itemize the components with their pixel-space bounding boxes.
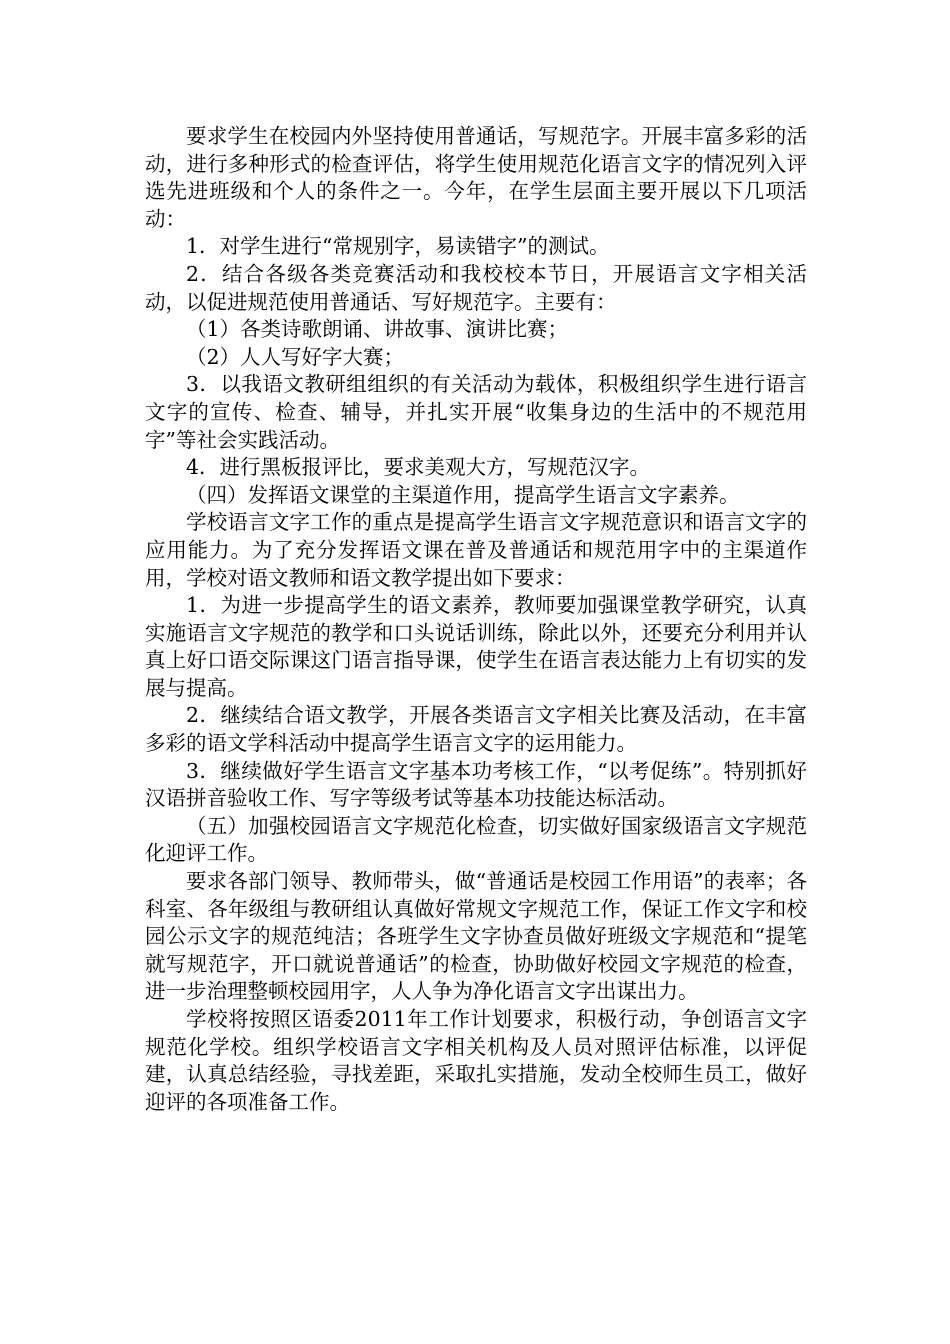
list-item: 2．结合各级各类竞赛活动和我校校本节日，开展语言文字相关活动，以促进规范使用普通话、写好规范字。主要有： [145,261,807,314]
list-item: 2．继续结合语文教学，开展各类语言文字相关比赛及活动，在丰富多彩的语文学科活动中提高学生语言文字的运用能力。 [145,703,807,756]
list-item: 4．进行黑板报评比，要求美观大方，写规范汉字。 [186,455,651,480]
sub-list-item: （2）人人写好字大赛； [186,344,405,369]
list-item: 3．继续做好学生语言文字基本功考核工作，“以考促练”。特别抓好汉语拼音验收工作、写字等级考试等基本功技能达标活动。 [145,758,807,811]
document-body [145,123,807,1116]
list-item: 3．以我语文教研组组织的有关活动为载体，积极组织学生进行语言文字的宣传、检查、辅导，并扎实开展“收集身边的生活中的不规范用字”等社会实践活动。 [145,372,807,452]
paragraph: 要求学生在校园内外坚持使用普通话，写规范字。开展丰富多彩的活动，进行多种形式的检查评估，将学生使用规范化语言文字的情况列入评选先进班级和个人的条件之一。今年，在学生层面主要开展以下几项活动： [145,124,807,231]
list-item: 1．对学生进行“常规别字，易读错字”的测试。 [186,234,610,259]
paragraph: 要求各部门领导、教师带头，做“普通话是校园工作用语”的表率；各科室、各年级组与教研组认真做好常规文字规范工作，保证工作文字和校园公示文字的规范纯洁；各班学生文字协查员做好班级文字规范和“提笔就写规范字，开口就说普通话”的检查，协助做好校园文字规范的检查，进一步治理整顿校园用字，人人争为净化语言文字出谋出力。 [145,869,807,1004]
paragraph: 学校语言文字工作的重点是提高学生语言文字规范意识和语言文字的应用能力。为了充分发挥语文课在普及普通话和规范用字中的主渠道作用，学校对语文教师和语文教学提出如下要求： [145,510,807,590]
section-heading: （五）加强校园语言文字规范化检查，切实做好国家级语言文字规范化迎评工作。 [145,813,807,866]
section-heading: （四）发挥语文课堂的主渠道作用，提高学生语言文字素养。 [186,482,740,507]
sub-list-item: （1）各类诗歌朗诵、讲故事、演讲比赛； [186,317,569,342]
list-item: 1．为进一步提高学生的语文素养，教师要加强课堂教学研究，认真实施语言文字规范的教学和口头说话训练，除此以外，还要充分利用并认真上好口语交际课这门语言指导课，使学生在语言表达能力上有切实的发展与提高。 [145,593,807,700]
paragraph: 学校将按照区语委2011年工作计划要求，积极行动，争创语言文字规范化学校。组织学校语言文字相关机构及人员对照评估标准，以评促建，认真总结经验，寻找差距，采取扎实措施，发动全校师生员工，做好迎评的各项准备工作。 [145,1007,807,1114]
